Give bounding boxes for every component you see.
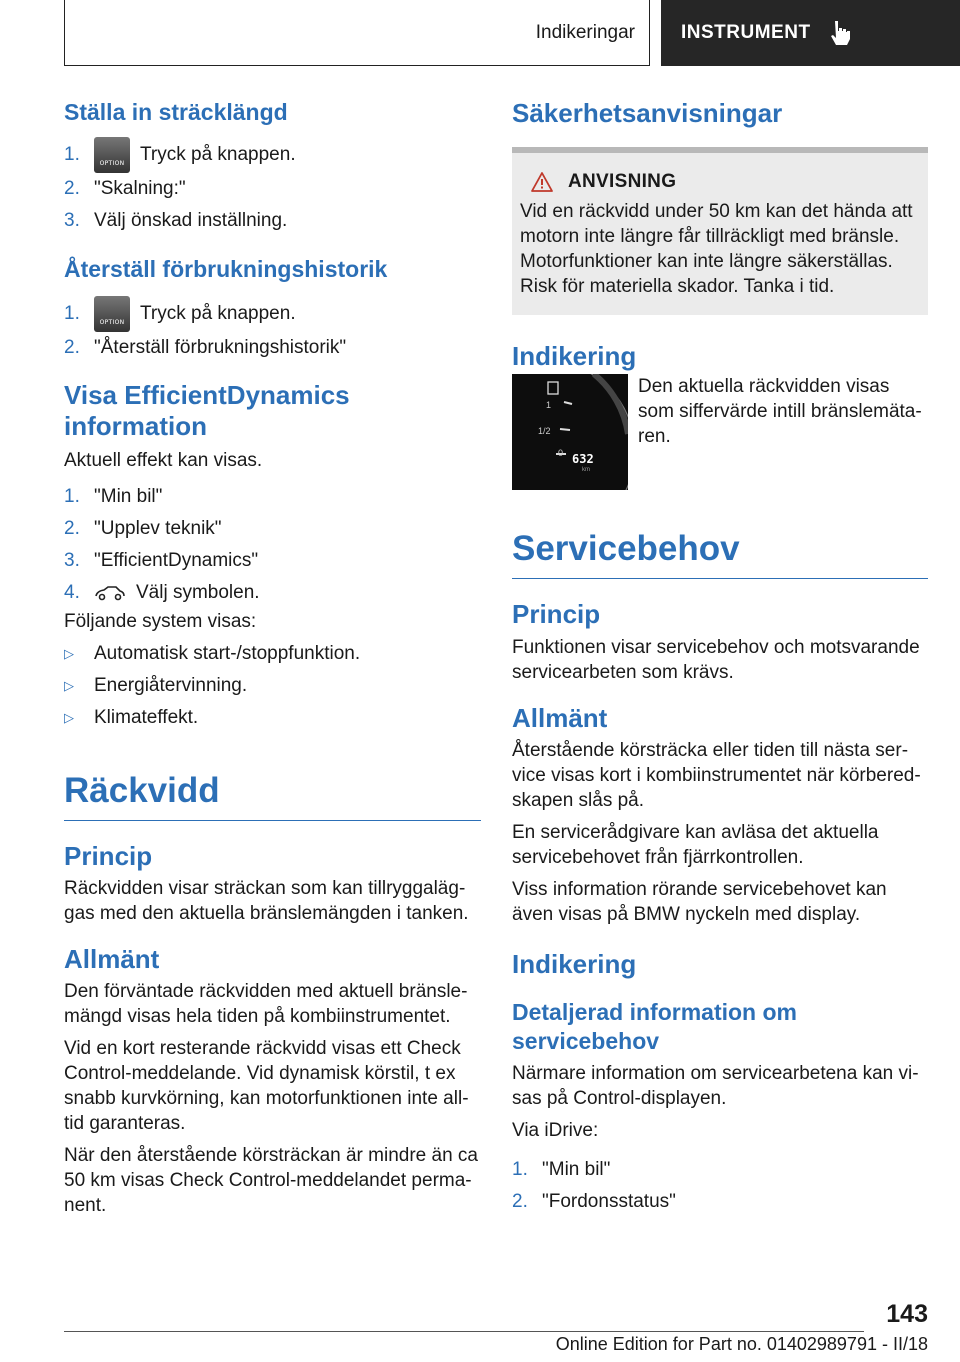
heading-efficientdynamics: Visa EfficientDynamics information [64, 379, 350, 441]
section-tab [64, 0, 650, 66]
steps-trip-length [64, 137, 481, 237]
step-number: 4. [64, 582, 80, 604]
heading-service: Servicebehov [512, 528, 928, 579]
step-text: "EfficientDynamics" [94, 550, 259, 572]
bullet-triangle-icon: ▷ [64, 646, 74, 662]
step-number: 2. [64, 178, 80, 200]
page-header [64, 0, 960, 66]
right-column [512, 98, 928, 1217]
list-item [64, 137, 481, 173]
gauge-half: 1/2 [538, 426, 551, 437]
heading-indication: Indikering [512, 948, 637, 979]
list-item [64, 481, 481, 513]
heading-range: Räckvidd [64, 770, 481, 821]
service-general-p3: Viss information rörande servicebehovet kan även visas på BMW nyckeln med display. [512, 878, 887, 925]
list-item: ▷ Energiåtervinning. [64, 675, 248, 697]
list-item [64, 577, 481, 609]
list-item: ▷ Automatisk start-/stoppfunktion. [64, 643, 361, 665]
notice-label: ANVISNING [568, 171, 677, 193]
step-number: 1. [512, 1158, 528, 1180]
step-text: "Återställ förbrukningshistorik" [94, 337, 347, 358]
page-number: 143 [886, 1300, 928, 1328]
heading-general: Allmänt [64, 944, 160, 975]
step-text: Välj symbolen. [136, 582, 260, 604]
heading-detailed-service-info: Detaljerad information om servicebehov [512, 998, 797, 1054]
list-item: ▷ Klimateffekt. [64, 707, 199, 729]
systems-shown-text: Följande system visas: [64, 610, 257, 632]
bullet-triangle-icon: ▷ [64, 678, 74, 694]
step-text: Välj önskad inställning. [94, 210, 288, 232]
bullet-triangle-icon: ▷ [64, 710, 74, 726]
heading-principle: Princip [512, 599, 601, 630]
step-number: 2. [64, 337, 80, 358]
step-text: "Upplev teknik" [94, 518, 222, 540]
range-general-p1: Den förväntade räckvidden med aktuell bränslemängd visas hela tiden på kombiinstrumentet. [64, 981, 468, 1028]
list-item [512, 1153, 928, 1185]
list-item [64, 296, 481, 332]
car-efficiency-icon [94, 584, 126, 602]
list-item [512, 1185, 928, 1217]
chapter-label: INSTRUMENT [681, 22, 811, 43]
heading-general: Allmänt [512, 702, 608, 733]
step-number: 2. [512, 1190, 528, 1212]
range-general-p3: När den återstående körsträckan är mindre än ca 50 km visas Check Control-meddelandet permanent. [64, 1145, 478, 1217]
notice-box [512, 147, 928, 315]
range-general-p2: Vid en kort resterande räckvidd visas ett Check Control-meddelande. Vid dynamisk körstil, t ex snabb kurvkörning, kan motorfunktionen inte alltid garanteras. [64, 1038, 469, 1135]
option-button-icon: OPTION [94, 137, 130, 173]
list-item [64, 513, 481, 545]
steps-service [512, 1153, 928, 1217]
chapter-tab [661, 0, 960, 66]
step-text: "Fordonsstatus" [542, 1190, 676, 1212]
notice-header [530, 171, 920, 193]
range-indication-row [512, 374, 928, 490]
gauge-zero: 0 [558, 448, 564, 459]
step-number: 3. [64, 210, 80, 232]
heading-indication: Indikering [512, 341, 637, 372]
list-item [64, 173, 481, 205]
option-button-icon: OPTION [94, 296, 130, 332]
step-number: 3. [64, 550, 80, 572]
footer-divider [64, 1331, 864, 1332]
gauge-unit: km [582, 467, 590, 474]
step-number: 1. [64, 303, 80, 324]
heading-principle: Princip [64, 840, 153, 871]
step-text: Tryck på knappen. [140, 303, 296, 324]
range-principle-text: Räckvidden visar sträckan som kan tillryggaläggas med den aktuella bränslemängden i tanken. [64, 878, 469, 925]
service-principle-text: Funktionen visar servicebehov och motsvarande servicearbeten som krävs. [512, 636, 920, 683]
warning-triangle-icon [530, 171, 554, 193]
heading-safety: Säkerhetsanvisningar [512, 98, 783, 128]
list-item [64, 332, 481, 364]
list-item [64, 545, 481, 577]
gauge-range: 632 [572, 452, 594, 467]
step-number: 2. [64, 518, 80, 540]
heading-set-trip-length: Ställa in sträcklängd [64, 99, 288, 125]
step-number: 1. [64, 486, 80, 508]
heading-reset-history: Återställ förbrukningshistorik [64, 255, 388, 282]
section-label: Indikeringar [535, 21, 635, 43]
service-general-p2: En servicerådgivare kan avläsa det aktuella servicebehovet från fjärrkontrollen. [512, 821, 879, 868]
step-text: "Min bil" [542, 1158, 611, 1180]
step-text: "Skalning:" [94, 178, 186, 200]
fuel-gauge-image [512, 374, 628, 490]
gauge-one: 1 [546, 400, 552, 411]
step-number: 1. [64, 144, 80, 166]
notice-text: Vid en räckvidd under 50 km kan det hända att motorn inte längre får tillräckligt med bränsle. Motorfunktioner kan inte längre säkerställas. Risk för materiella skador. Tanka i tid. [520, 201, 913, 298]
systems-list [64, 638, 481, 734]
pointing-hand-icon [829, 20, 851, 46]
via-idrive-text: Via iDrive: [512, 1120, 599, 1142]
steps-efficientdynamics [64, 481, 481, 609]
detailed-service-text: Närmare information om servicearbetena kan visas på Control-displayen. [512, 1063, 919, 1110]
efficientdynamics-intro: Aktuell effekt kan visas. [64, 449, 263, 471]
service-general-p1: Återstående körsträcka eller tiden till nästa service visas kort i kombiinstrumentet när körberedskapen slås på. [512, 739, 921, 811]
edition-text: Online Edition for Part no. 01402989791 - II/18 [555, 1334, 928, 1354]
list-item [64, 205, 481, 237]
steps-reset-history [64, 296, 481, 364]
step-text: Tryck på knappen. [140, 144, 296, 166]
indication-text: Den aktuella räckvidden visas som siffervärde intill bränslemätaren. [638, 376, 922, 448]
left-column [64, 98, 481, 1218]
step-text: "Min bil" [94, 486, 163, 508]
